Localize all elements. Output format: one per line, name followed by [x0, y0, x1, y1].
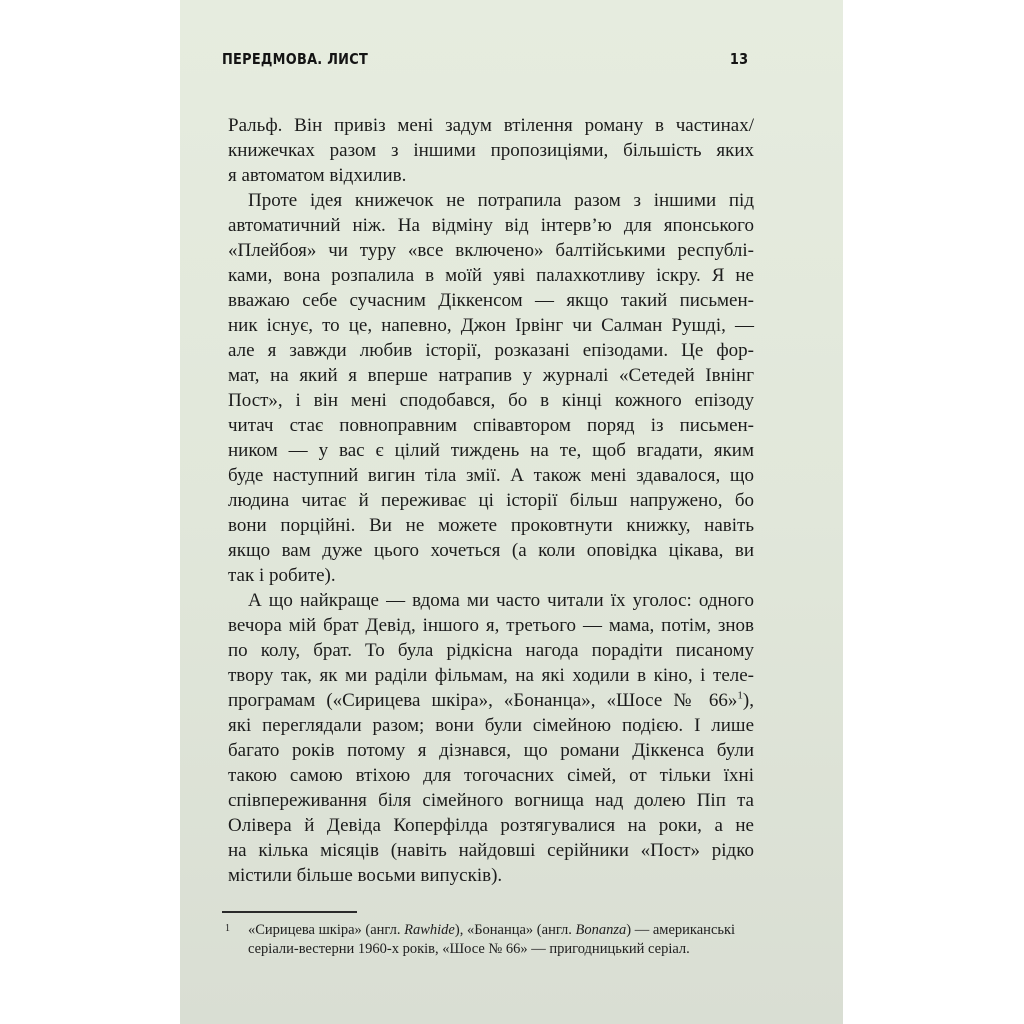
text-line: я автоматом відхилив.	[228, 165, 407, 186]
text-line: Ральф. Він привіз мені задум втілення роману в частинах/	[228, 115, 754, 136]
footnote-italic: Rawhide	[404, 922, 455, 938]
text-line: Пост», і він мені сподобався, бо в кінці кожного епізоду	[228, 390, 754, 411]
footnote-text: ), «Бонанца» (англ.	[454, 922, 576, 938]
text-line: буде наступний вигин тіла змії. А також мені здавалося, що	[228, 465, 754, 486]
footnote-italic: Bonanza	[575, 922, 627, 938]
text-line: ником — у вас є цілий тиждень на те, щоб вгадати, яким	[228, 440, 754, 461]
running-head	[222, 50, 749, 68]
text-line: читач стає повноправним співавтором поряд із письмен-	[228, 415, 754, 436]
text-line: ками, вона розпалила в моїй уяві палахкотливу іскру. Я не	[228, 265, 754, 286]
footnote-text: ) — американські	[626, 922, 736, 938]
footnote-divider	[222, 911, 357, 913]
text-line: програмам («Сирицева шкіра», «Бонанца», «Шосе № 66»$^1$),	[228, 689, 754, 711]
text-line: вони порційні. Ви не можете проковтнути книжку, навіть	[228, 515, 754, 536]
footnote-number: 1	[225, 923, 230, 934]
text-line: але я завжди любив історії, розказані епізодами. Це фор-	[228, 340, 754, 361]
text-line: твору так, як ми раділи фільмам, на які ходили в кіно, і теле-	[228, 665, 754, 686]
chapter-title: ПЕРЕДМОВА. ЛИСТ	[222, 50, 369, 68]
text-line: людина читає й переживає ці історії більш напружено, бо	[228, 490, 754, 511]
text-line: які переглядали разом; вони були сімейною подією. І лише	[228, 715, 754, 736]
footnote-text: «Сирицева шкіра» (англ.	[248, 922, 405, 938]
text-line: вважаю себе сучасним Діккенсом — якщо такий письмен-	[228, 290, 754, 311]
text-line: якщо вам дуже цього хочеться (а коли оповідка цікава, ви	[228, 540, 754, 561]
text-line: автоматичний ніж. На відміну від інтерв’ю для японського	[228, 215, 754, 236]
text-line: на кілька місяців (навіть найдовші серійники «Пост» рідко	[228, 840, 754, 861]
text-line: Проте ідея книжечок не потрапила разом з іншими під	[248, 190, 754, 211]
body-text	[228, 113, 754, 888]
text-line: мат, на який я вперше натрапив у журналі «Сетедей Івнінг	[228, 365, 754, 386]
text-line: по колу, брат. То була рідкісна нагода порадіти писаному	[228, 640, 754, 661]
text-line: такою самою втіхою для тогочасних сімей, от тільки їхні	[228, 765, 754, 786]
text-line: так і робите).	[228, 565, 336, 586]
text-line: містили більше восьми випусків).	[228, 865, 503, 886]
text-line: вечора мій брат Девід, іншого я, третього — мама, потім, знов	[228, 615, 754, 636]
text-line: «Плейбоя» чи туру «все включено» балтійськими республі-	[228, 240, 754, 261]
text-line: ник існує, то це, напевно, Джон Ірвінг чи Салман Рушді, —	[228, 315, 754, 336]
footnote-line-2: серіали-вестерни 1960-х років, «Шосе № 66» — пригодницький серіал.	[248, 941, 690, 957]
text-line: співпереживання біля сімейного вогнища над долею Піп та	[228, 790, 754, 811]
footnote-ref: 1	[737, 689, 743, 702]
text-line: А що найкраще — вдома ми часто читали їх уголос: одного	[248, 590, 754, 611]
text-line: Олівера й Девіда Коперфілда розтягувалися на роки, а не	[228, 815, 754, 836]
text-line: книжечках разом з іншими пропозиціями, більшість яких	[228, 140, 754, 161]
text-line: багато років потому я дізнався, що романи Діккенса були	[228, 740, 754, 761]
page-number: 13	[729, 50, 749, 68]
footnote	[222, 921, 756, 959]
footnote-line-1	[248, 921, 756, 940]
